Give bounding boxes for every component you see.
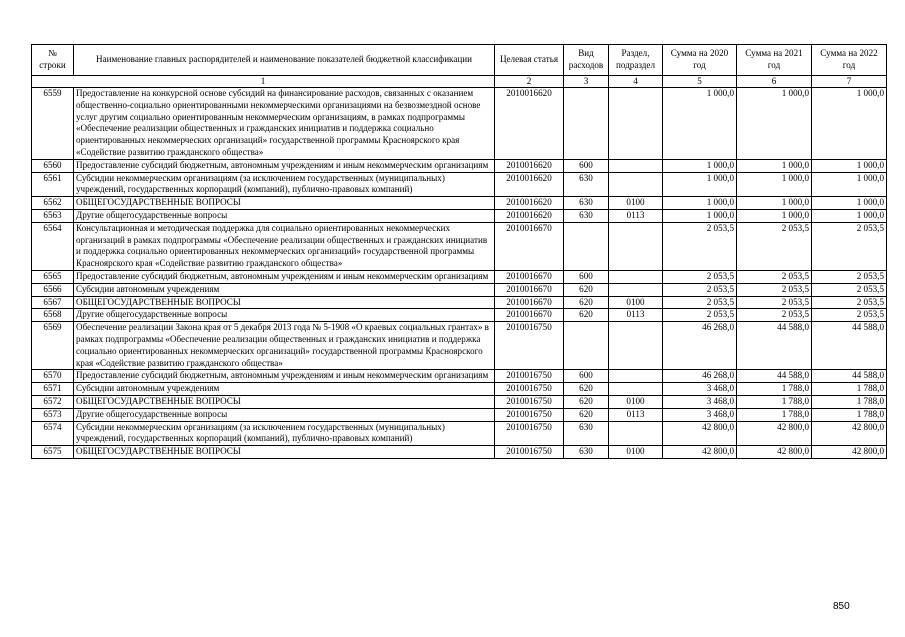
row-section — [609, 370, 663, 383]
table-row — [32, 383, 887, 396]
table-row — [32, 197, 887, 210]
row-sum-2021: 44 588,0 — [737, 370, 812, 383]
row-expense-type: 620 — [564, 309, 609, 322]
row-sum-2020: 2 053,5 — [663, 283, 737, 296]
row-sum-2020: 42 800,0 — [663, 446, 737, 459]
row-target-article: 2010016750 — [495, 395, 564, 408]
row-number: 6560 — [32, 159, 74, 172]
row-expense-type: 620 — [564, 383, 609, 396]
row-expense-type — [564, 322, 609, 370]
row-target-article: 2010016670 — [495, 296, 564, 309]
column-number-row — [32, 76, 887, 88]
row-sum-2020: 3 468,0 — [663, 395, 737, 408]
row-section: 0100 — [609, 296, 663, 309]
row-sum-2021: 1 000,0 — [737, 209, 812, 222]
row-target-article: 2010016670 — [495, 283, 564, 296]
row-name: ОБЩЕГОСУДАРСТВЕННЫЕ ВОПРОСЫ — [74, 296, 495, 309]
column-number: 4 — [609, 76, 663, 88]
row-sum-2022: 1 000,0 — [812, 209, 887, 222]
row-target-article: 2010016620 — [495, 88, 564, 160]
row-number: 6567 — [32, 296, 74, 309]
table-row — [32, 283, 887, 296]
row-section — [609, 88, 663, 160]
row-section: 0100 — [609, 395, 663, 408]
header-expense-type: Вид расходов — [564, 45, 609, 76]
row-target-article: 2010016620 — [495, 197, 564, 210]
row-name: Предоставление субсидий бюджетным, автономным учреждениям и иным некоммерческим организациям — [74, 159, 495, 172]
row-expense-type: 620 — [564, 283, 609, 296]
column-number: 6 — [737, 76, 812, 88]
row-target-article: 2010016750 — [495, 322, 564, 370]
row-sum-2020: 1 000,0 — [663, 172, 737, 197]
row-target-article: 2010016620 — [495, 159, 564, 172]
row-sum-2020: 2 053,5 — [663, 222, 737, 270]
row-sum-2020: 46 268,0 — [663, 370, 737, 383]
row-expense-type: 600 — [564, 270, 609, 283]
row-sum-2021: 44 588,0 — [737, 322, 812, 370]
row-sum-2021: 42 800,0 — [737, 446, 812, 459]
row-expense-type: 630 — [564, 446, 609, 459]
row-expense-type: 620 — [564, 296, 609, 309]
row-sum-2021: 1 788,0 — [737, 383, 812, 396]
page-number: 850 — [833, 601, 850, 612]
row-name: ОБЩЕГОСУДАРСТВЕННЫЕ ВОПРОСЫ — [74, 446, 495, 459]
row-section — [609, 222, 663, 270]
row-number: 6562 — [32, 197, 74, 210]
table-row — [32, 159, 887, 172]
row-number: 6566 — [32, 283, 74, 296]
row-target-article: 2010016750 — [495, 383, 564, 396]
row-sum-2020: 3 468,0 — [663, 408, 737, 421]
row-sum-2022: 44 588,0 — [812, 370, 887, 383]
row-sum-2021: 2 053,5 — [737, 296, 812, 309]
table-row — [32, 322, 887, 370]
row-sum-2020: 1 000,0 — [663, 197, 737, 210]
row-sum-2022: 1 788,0 — [812, 383, 887, 396]
table-row — [32, 172, 887, 197]
table-row — [32, 209, 887, 222]
row-sum-2022: 44 588,0 — [812, 322, 887, 370]
row-name: Субсидии некоммерческим организациям (за исключением государственных (муниципальных) учреждений, государственных корпораций (компаний), публично-правовых компаний) — [74, 172, 495, 197]
row-sum-2021: 2 053,5 — [737, 283, 812, 296]
row-number: 6570 — [32, 370, 74, 383]
row-section: 0100 — [609, 446, 663, 459]
header-target-article: Целевая статья — [495, 45, 564, 76]
row-sum-2021: 1 000,0 — [737, 172, 812, 197]
row-number: 6559 — [32, 88, 74, 160]
column-number: 5 — [663, 76, 737, 88]
row-sum-2022: 1 788,0 — [812, 395, 887, 408]
row-sum-2022: 1 000,0 — [812, 159, 887, 172]
row-sum-2022: 2 053,5 — [812, 283, 887, 296]
row-expense-type — [564, 222, 609, 270]
row-name: ОБЩЕГОСУДАРСТВЕННЫЕ ВОПРОСЫ — [74, 197, 495, 210]
header-name: Наименование главных распорядителей и наименование показателей бюджетной классификации — [74, 45, 495, 76]
row-section — [609, 283, 663, 296]
row-sum-2022: 42 800,0 — [812, 446, 887, 459]
row-name: Консультационная и методическая поддержка для социально ориентированных некоммерческих организаций в рамках подпрограммы «Обеспечение реализации общественных и гражданских инициатив и поддержка социально ориентированных некоммерческих организаций» государственной программы Красноярского края «Содействие развитию гражданского общества» — [74, 222, 495, 270]
row-target-article: 2010016620 — [495, 172, 564, 197]
row-section: 0113 — [609, 209, 663, 222]
row-name: Другие общегосударственные вопросы — [74, 209, 495, 222]
row-sum-2021: 1 000,0 — [737, 197, 812, 210]
row-sum-2020: 1 000,0 — [663, 159, 737, 172]
row-expense-type: 620 — [564, 395, 609, 408]
row-sum-2021: 2 053,5 — [737, 309, 812, 322]
row-sum-2022: 2 053,5 — [812, 222, 887, 270]
row-target-article: 2010016750 — [495, 408, 564, 421]
table-row — [32, 408, 887, 421]
row-name: Субсидии некоммерческим организациям (за исключением государственных (муниципальных) учреждений, государственных корпораций (компаний), публично-правовых компаний) — [74, 421, 495, 446]
row-target-article: 2010016750 — [495, 370, 564, 383]
row-target-article: 2010016670 — [495, 222, 564, 270]
row-number: 6568 — [32, 309, 74, 322]
row-sum-2021: 42 800,0 — [737, 421, 812, 446]
row-name: Субсидии автономным учреждениям — [74, 283, 495, 296]
row-number: 6575 — [32, 446, 74, 459]
table-row — [32, 270, 887, 283]
row-target-article: 2010016620 — [495, 209, 564, 222]
header-section: Раздел, подраздел — [609, 45, 663, 76]
row-section — [609, 421, 663, 446]
row-name: Обеспечение реализации Закона края от 5 декабря 2013 года № 5-1908 «О краевых социальных грантах» в рамках подпрограммы «Обеспечение реализации общественных и гражданских инициатив и поддержка социально ориентированных некоммерческих организаций» государственной программы Красноярского края «Содействие развитию гражданского общества» — [74, 322, 495, 370]
row-sum-2020: 1 000,0 — [663, 209, 737, 222]
row-number: 6571 — [32, 383, 74, 396]
header-sum-2021: Сумма на 2021 год — [737, 45, 812, 76]
row-expense-type: 630 — [564, 421, 609, 446]
header-row-number: № строки — [32, 45, 74, 76]
row-name: Субсидии автономным учреждениям — [74, 383, 495, 396]
row-sum-2022: 2 053,5 — [812, 296, 887, 309]
row-sum-2020: 1 000,0 — [663, 88, 737, 160]
row-section — [609, 270, 663, 283]
table-row — [32, 88, 887, 160]
row-sum-2020: 46 268,0 — [663, 322, 737, 370]
row-sum-2021: 1 000,0 — [737, 88, 812, 160]
column-number: 1 — [32, 76, 495, 88]
column-number: 3 — [564, 76, 609, 88]
row-name: ОБЩЕГОСУДАРСТВЕННЫЕ ВОПРОСЫ — [74, 395, 495, 408]
table-row — [32, 296, 887, 309]
row-number: 6572 — [32, 395, 74, 408]
row-number: 6574 — [32, 421, 74, 446]
row-section — [609, 322, 663, 370]
row-sum-2020: 2 053,5 — [663, 296, 737, 309]
row-name: Предоставление субсидий бюджетным, автономным учреждениям и иным некоммерческим организациям — [74, 370, 495, 383]
row-sum-2021: 2 053,5 — [737, 270, 812, 283]
column-number: 7 — [812, 76, 887, 88]
row-target-article: 2010016750 — [495, 446, 564, 459]
row-number: 6573 — [32, 408, 74, 421]
row-expense-type: 600 — [564, 159, 609, 172]
row-number: 6564 — [32, 222, 74, 270]
table-header-row — [32, 45, 887, 76]
row-name: Предоставление на конкурсной основе субсидий на финансирование расходов, связанных с оказанием общественно-социально ориентированными некоммерческими организациями на безвозмездной основе услуг другим социально ориентированным некоммерческим организациям, в рамках подпрограммы «Обеспечение реализации общественных и гражданских инициатив и поддержка социально ориентированных некоммерческих организаций» государственной программы Красноярского края «Содействие развитию гражданского общества» — [74, 88, 495, 160]
row-sum-2021: 1 788,0 — [737, 395, 812, 408]
table-row — [32, 395, 887, 408]
row-name: Другие общегосударственные вопросы — [74, 309, 495, 322]
table-row — [32, 370, 887, 383]
row-sum-2022: 42 800,0 — [812, 421, 887, 446]
row-sum-2022: 1 000,0 — [812, 197, 887, 210]
row-target-article: 2010016670 — [495, 309, 564, 322]
row-sum-2020: 42 800,0 — [663, 421, 737, 446]
row-sum-2022: 1 788,0 — [812, 408, 887, 421]
table-row — [32, 222, 887, 270]
row-sum-2021: 2 053,5 — [737, 222, 812, 270]
row-expense-type: 600 — [564, 370, 609, 383]
row-sum-2021: 1 000,0 — [737, 159, 812, 172]
table-row — [32, 421, 887, 446]
row-sum-2022: 1 000,0 — [812, 172, 887, 197]
column-number: 2 — [495, 76, 564, 88]
row-sum-2021: 1 788,0 — [737, 408, 812, 421]
budget-table — [31, 44, 887, 459]
row-section: 0100 — [609, 197, 663, 210]
row-target-article: 2010016750 — [495, 421, 564, 446]
row-sum-2020: 3 468,0 — [663, 383, 737, 396]
row-section — [609, 383, 663, 396]
row-expense-type — [564, 88, 609, 160]
row-number: 6563 — [32, 209, 74, 222]
header-sum-2020: Сумма на 2020 год — [663, 45, 737, 76]
row-sum-2022: 2 053,5 — [812, 270, 887, 283]
row-number: 6561 — [32, 172, 74, 197]
table-row — [32, 446, 887, 459]
row-section: 0113 — [609, 408, 663, 421]
row-section — [609, 159, 663, 172]
row-target-article: 2010016670 — [495, 270, 564, 283]
row-sum-2022: 2 053,5 — [812, 309, 887, 322]
row-number: 6565 — [32, 270, 74, 283]
row-expense-type: 630 — [564, 209, 609, 222]
table-row — [32, 309, 887, 322]
row-sum-2022: 1 000,0 — [812, 88, 887, 160]
row-expense-type: 630 — [564, 197, 609, 210]
row-expense-type: 630 — [564, 172, 609, 197]
row-section: 0113 — [609, 309, 663, 322]
row-name: Предоставление субсидий бюджетным, автономным учреждениям и иным некоммерческим организациям — [74, 270, 495, 283]
row-sum-2020: 2 053,5 — [663, 309, 737, 322]
row-name: Другие общегосударственные вопросы — [74, 408, 495, 421]
row-expense-type: 620 — [564, 408, 609, 421]
row-number: 6569 — [32, 322, 74, 370]
row-section — [609, 172, 663, 197]
header-sum-2022: Сумма на 2022 год — [812, 45, 887, 76]
row-sum-2020: 2 053,5 — [663, 270, 737, 283]
